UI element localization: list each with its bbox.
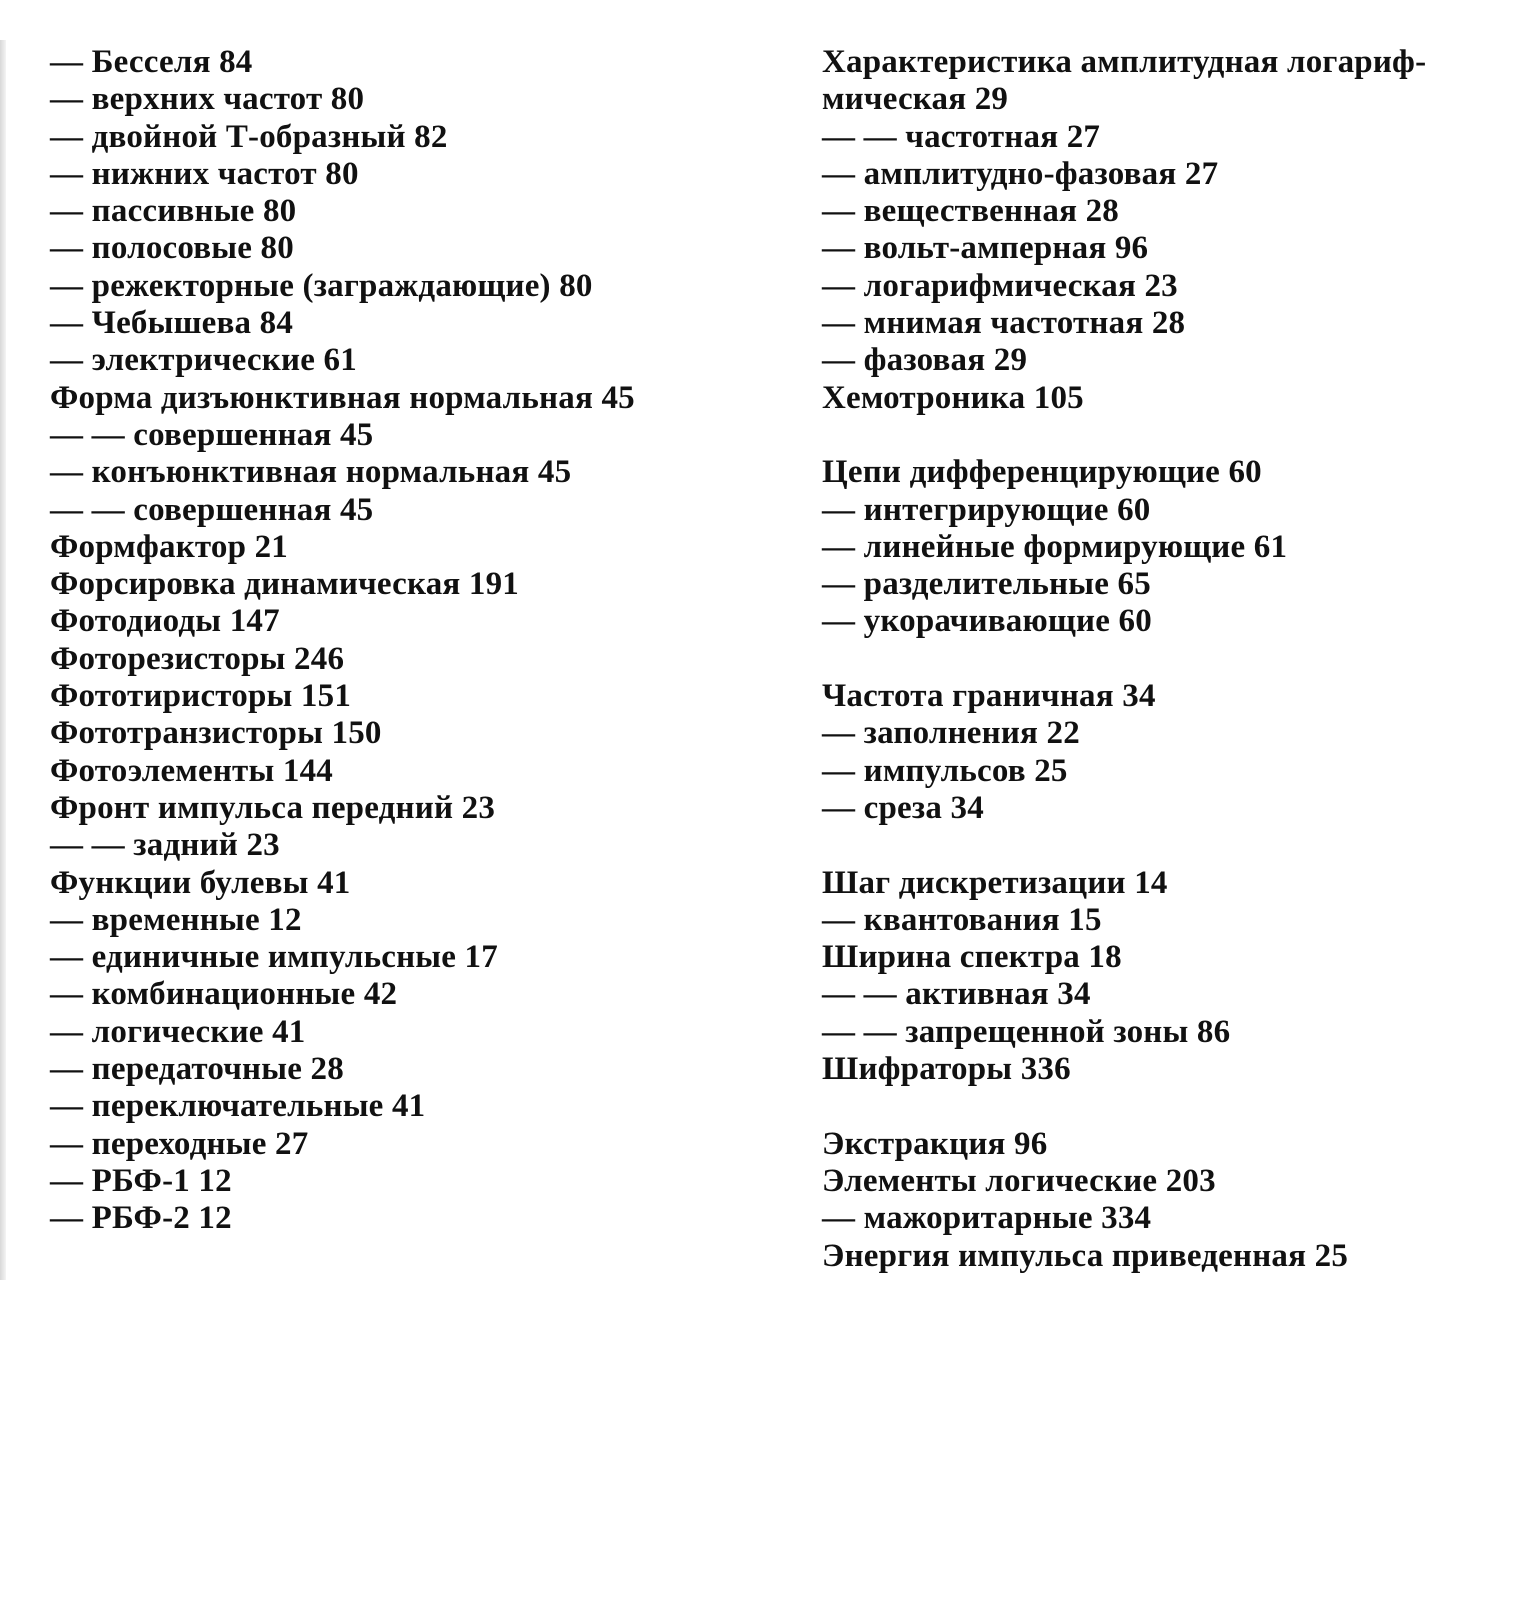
index-entry: Форма дизъюнктивная нормальная 45 <box>50 379 635 416</box>
index-entry: — интегрирующие 60 <box>822 491 1151 528</box>
left-index-column <box>50 44 750 1238</box>
index-entry: — — запрещенной зоны 86 <box>822 1013 1231 1050</box>
index-gap <box>822 417 1502 454</box>
index-entry: — полосовые 80 <box>50 230 294 267</box>
index-entry: Характеристика амплитудная логариф- <box>822 44 1427 80</box>
index-entry: — мнимая частотная 28 <box>822 305 1186 342</box>
index-entry: Цепи дифференцирующие 60 <box>822 454 1262 491</box>
index-entry: — квантования 15 <box>822 901 1102 938</box>
index-entry: — мажоритарные 334 <box>822 1200 1152 1237</box>
index-entry: — разделительные 65 <box>822 566 1151 603</box>
index-entry: — — активная 34 <box>822 976 1091 1013</box>
index-entry: — Бесселя 84 <box>50 44 253 80</box>
index-entry: Фронт импульса передний 23 <box>50 789 496 826</box>
index-entry: — фазовая 29 <box>822 342 1028 379</box>
index-entry: — Чебышева 84 <box>50 305 294 342</box>
index-gap <box>822 641 1502 678</box>
index-entry: — временные 12 <box>50 901 302 938</box>
right-index-column <box>822 44 1502 1275</box>
index-gap <box>822 827 1502 864</box>
scan-edge-shadow <box>0 40 6 1280</box>
index-entry: Шаг дискретизации 14 <box>822 864 1168 901</box>
index-entry: Фототиристоры 151 <box>50 678 352 715</box>
index-entry: — вещественная 28 <box>822 193 1119 230</box>
index-entry: — электрические 61 <box>50 342 357 379</box>
index-entry: Ширина спектра 18 <box>822 939 1122 976</box>
index-entry: — переходные 27 <box>50 1125 309 1162</box>
index-entry: — пассивные 80 <box>50 193 297 230</box>
index-entry: — верхних частот 80 <box>50 81 365 118</box>
index-entry: — среза 34 <box>822 789 984 826</box>
index-entry: — логарифмическая 23 <box>822 267 1178 304</box>
index-entry: — — задний 23 <box>50 827 280 864</box>
index-entry: — единичные импульсные 17 <box>50 939 498 976</box>
index-gap <box>822 1088 1502 1125</box>
index-entry: Формфактор 21 <box>50 528 288 565</box>
index-entry: Хемотроника 105 <box>822 379 1084 416</box>
index-entry: — конъюнктивная нормальная 45 <box>50 454 572 491</box>
index-entry: — РБФ-2 12 <box>50 1200 232 1237</box>
index-entry: Фотодиоды 147 <box>50 603 280 640</box>
index-entry: — двойной Т-образный 82 <box>50 118 448 155</box>
index-entry: Элементы логические 203 <box>822 1162 1216 1199</box>
index-entry: Энергия импульса приведенная 25 <box>822 1237 1349 1274</box>
index-entry: — логические 41 <box>50 1013 306 1050</box>
index-entry: — передаточные 28 <box>50 1051 344 1088</box>
index-entry: — амплитудно-фазовая 27 <box>822 155 1219 192</box>
index-entry: — переключательные 41 <box>50 1088 426 1125</box>
index-entry: — — частотная 27 <box>822 118 1101 155</box>
index-entry: — режекторные (заграждающие) 80 <box>50 267 593 304</box>
index-entry: Фотоэлементы 144 <box>50 752 333 789</box>
index-entry: Функции булевы 41 <box>50 864 351 901</box>
index-entry: Фоторезисторы 246 <box>50 640 345 677</box>
index-entry: — линейные формирующие 61 <box>822 528 1288 565</box>
index-entry: Частота граничная 34 <box>822 678 1156 715</box>
index-entry: Форсировка динамическая 191 <box>50 566 520 603</box>
index-entry: — нижних частот 80 <box>50 155 359 192</box>
index-entry: мическая 29 <box>822 81 1009 118</box>
index-entry: — заполнения 22 <box>822 715 1080 752</box>
index-entry: Фототранзисторы 150 <box>50 715 382 752</box>
index-entry: — вольт-амперная 96 <box>822 230 1149 267</box>
index-entry: — укорачивающие 60 <box>822 603 1152 640</box>
index-entry: — РБФ-1 12 <box>50 1162 232 1199</box>
index-entry: — — совершенная 45 <box>50 416 374 453</box>
index-entry: — комбинационные 42 <box>50 976 398 1013</box>
index-entry: — — совершенная 45 <box>50 491 374 528</box>
index-entry: — импульсов 25 <box>822 752 1068 789</box>
index-entry: Шифраторы 336 <box>822 1051 1071 1088</box>
index-entry: Экстракция 96 <box>822 1125 1048 1162</box>
